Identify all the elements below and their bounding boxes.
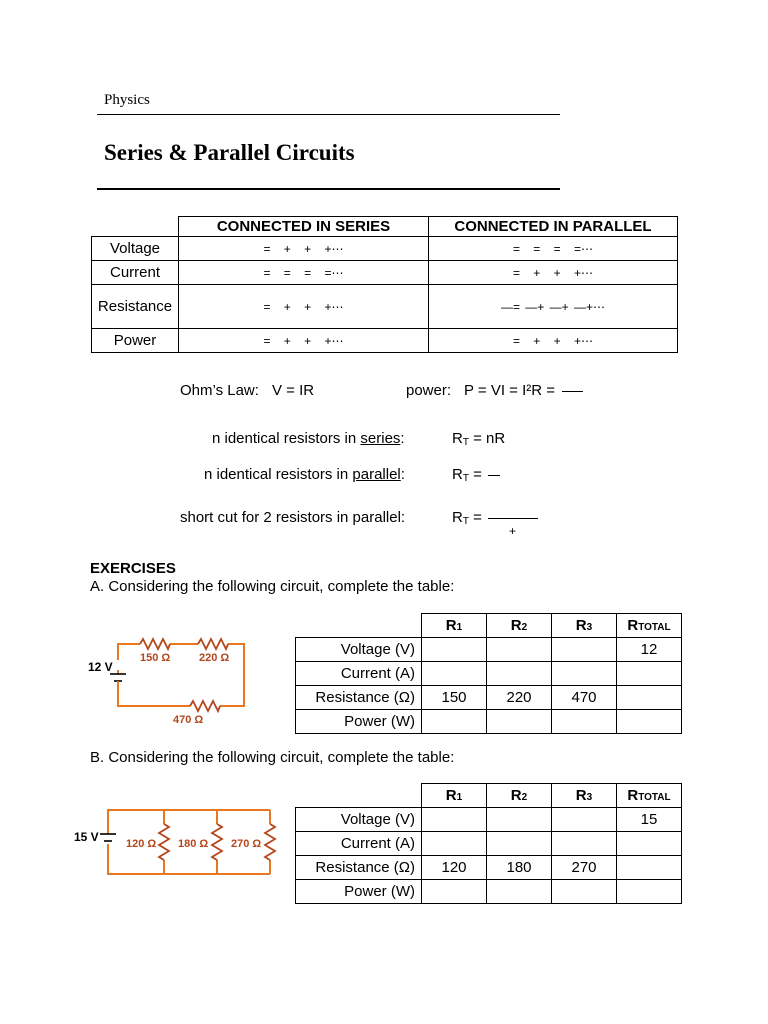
row-label: Resistance (Ω) bbox=[296, 686, 422, 710]
col-header-r2: R2 bbox=[487, 784, 552, 808]
ohms-law-label: Ohm’s Law: bbox=[180, 382, 259, 399]
table-row bbox=[296, 856, 682, 880]
answer-cell[interactable]: 270 bbox=[552, 856, 617, 880]
power-equation bbox=[464, 382, 583, 399]
answer-cell[interactable] bbox=[487, 638, 552, 662]
col-header-r3: R3 bbox=[552, 784, 617, 808]
power-equation-text: P = VI = I²R = bbox=[464, 382, 556, 399]
resistors bbox=[140, 639, 228, 711]
table-row bbox=[92, 329, 678, 353]
resistor-r3 bbox=[190, 701, 220, 711]
title-rule bbox=[97, 188, 560, 190]
answer-cell[interactable] bbox=[422, 662, 487, 686]
answer-cell[interactable]: 120 bbox=[422, 856, 487, 880]
table-row bbox=[296, 808, 682, 832]
resistor-label: 470 Ω bbox=[173, 714, 204, 726]
answer-cell[interactable] bbox=[617, 832, 682, 856]
shortcut-formula: $R_T$ = bbox=[452, 509, 538, 527]
answer-cell[interactable] bbox=[552, 880, 617, 904]
table-row bbox=[296, 638, 682, 662]
shortcut-denominator: + bbox=[509, 524, 517, 538]
summary-table bbox=[91, 216, 678, 353]
answer-cell[interactable] bbox=[422, 808, 487, 832]
answer-cell[interactable] bbox=[422, 880, 487, 904]
row-label: Voltage bbox=[92, 237, 179, 261]
table-row bbox=[296, 662, 682, 686]
battery-symbol bbox=[100, 834, 116, 841]
parallel-word: parallel bbox=[352, 466, 401, 483]
table-row bbox=[92, 261, 678, 285]
resistor-r1 bbox=[159, 824, 169, 860]
header-series: CONNECTED IN SERIES bbox=[179, 217, 429, 237]
answer-cell[interactable] bbox=[552, 662, 617, 686]
parallel-identical-label: n identical resistors in parallel: bbox=[204, 466, 405, 483]
answer-cell[interactable]: 470 bbox=[552, 686, 617, 710]
answer-cell[interactable] bbox=[487, 880, 552, 904]
row-label: Resistance bbox=[92, 285, 179, 329]
series-identical-label: n identical resistors in series: bbox=[212, 430, 405, 447]
resistor-r2 bbox=[212, 824, 222, 860]
battery-symbol bbox=[110, 674, 126, 681]
resistor-label: 180 Ω bbox=[178, 838, 209, 850]
table-row bbox=[296, 686, 682, 710]
parallel-resistance-eq: —= —+ —+ —+⋯ bbox=[500, 300, 606, 314]
header-rule bbox=[97, 114, 560, 115]
answer-cell[interactable] bbox=[487, 808, 552, 832]
row-label: Voltage (V) bbox=[296, 808, 422, 832]
answer-cell[interactable] bbox=[552, 710, 617, 734]
col-header-r2: R2 bbox=[487, 614, 552, 638]
col-header-r3: R3 bbox=[552, 614, 617, 638]
table-row bbox=[92, 237, 678, 261]
subject-label: Physics bbox=[104, 92, 150, 108]
row-label: Power bbox=[92, 329, 179, 353]
answer-cell[interactable] bbox=[552, 808, 617, 832]
series-word: series bbox=[360, 430, 401, 447]
answer-cell[interactable] bbox=[617, 662, 682, 686]
answer-cell[interactable]: 150 bbox=[422, 686, 487, 710]
answer-cell[interactable] bbox=[422, 710, 487, 734]
series-resistance-eq: = + + +⋯ bbox=[263, 300, 344, 314]
resistor-label: 150 Ω bbox=[140, 652, 171, 664]
table-row bbox=[296, 832, 682, 856]
exercise-b-table bbox=[295, 783, 682, 904]
answer-cell[interactable]: 15 bbox=[617, 808, 682, 832]
answer-cell[interactable] bbox=[617, 856, 682, 880]
answer-cell[interactable] bbox=[422, 832, 487, 856]
answer-cell[interactable] bbox=[617, 710, 682, 734]
fraction-bar bbox=[488, 475, 500, 476]
row-label: Power (W) bbox=[296, 880, 422, 904]
resistor-r3 bbox=[265, 824, 275, 860]
exercises-heading: EXERCISES bbox=[90, 560, 176, 577]
series-power-eq: = + + +⋯ bbox=[263, 334, 344, 348]
ohms-law-equation: V = IR bbox=[272, 382, 315, 399]
fraction-bar bbox=[562, 391, 583, 392]
page-title: Series & Parallel Circuits bbox=[104, 140, 355, 165]
answer-cell[interactable] bbox=[552, 638, 617, 662]
resistor-label: 120 Ω bbox=[126, 838, 157, 850]
answer-cell[interactable] bbox=[487, 832, 552, 856]
col-header-r1: R1 bbox=[422, 784, 487, 808]
col-header-rtotal: RTOTAL bbox=[617, 614, 682, 638]
col-header-r1: R1 bbox=[422, 614, 487, 638]
answer-cell[interactable]: 12 bbox=[617, 638, 682, 662]
series-rt-formula: $R_T$ = nR bbox=[452, 430, 506, 448]
parallel-rt-formula: $R_T$ = bbox=[452, 466, 500, 484]
answer-cell[interactable] bbox=[487, 662, 552, 686]
resistor-r2 bbox=[198, 639, 228, 649]
series-voltage-eq: = + + +⋯ bbox=[263, 242, 344, 256]
battery-label: 15 V bbox=[74, 830, 99, 844]
answer-cell[interactable]: 220 bbox=[487, 686, 552, 710]
answer-cell[interactable] bbox=[487, 710, 552, 734]
parallel-power-eq: = + + +⋯ bbox=[512, 334, 594, 348]
row-label: Voltage (V) bbox=[296, 638, 422, 662]
answer-cell[interactable] bbox=[617, 686, 682, 710]
corner-blank bbox=[92, 217, 179, 237]
table-row bbox=[296, 880, 682, 904]
battery-label: 12 V bbox=[88, 660, 113, 674]
exercise-a-prompt: A. Considering the following circuit, complete the table: bbox=[90, 578, 455, 595]
answer-cell[interactable]: 180 bbox=[487, 856, 552, 880]
table-row bbox=[296, 710, 682, 734]
resistor-label: 220 Ω bbox=[199, 652, 230, 664]
table-row bbox=[92, 285, 678, 329]
header-parallel: CONNECTED IN PARALLEL bbox=[429, 217, 678, 237]
exercise-b-prompt: B. Considering the following circuit, complete the table: bbox=[90, 749, 455, 766]
parallel-voltage-eq: = = = =⋯ bbox=[512, 242, 594, 256]
resistor-label: 270 Ω bbox=[231, 838, 262, 850]
shortcut-label: short cut for 2 resistors in parallel: bbox=[180, 509, 406, 526]
parallel-current-eq: = + + +⋯ bbox=[512, 266, 594, 280]
power-label: power: bbox=[406, 382, 452, 399]
answer-cell[interactable] bbox=[617, 880, 682, 904]
resistor-r1 bbox=[140, 639, 170, 649]
series-current-eq: = = = =⋯ bbox=[263, 266, 344, 280]
col-header-rtotal: RTOTAL bbox=[617, 784, 682, 808]
row-label: Power (W) bbox=[296, 710, 422, 734]
row-label: Current bbox=[92, 261, 179, 285]
row-label: Current (A) bbox=[296, 832, 422, 856]
row-label: Current (A) bbox=[296, 662, 422, 686]
fraction-bar bbox=[488, 518, 538, 519]
answer-cell[interactable] bbox=[552, 832, 617, 856]
exercise-a-table bbox=[295, 613, 682, 734]
row-label: Resistance (Ω) bbox=[296, 856, 422, 880]
answer-cell[interactable] bbox=[422, 638, 487, 662]
